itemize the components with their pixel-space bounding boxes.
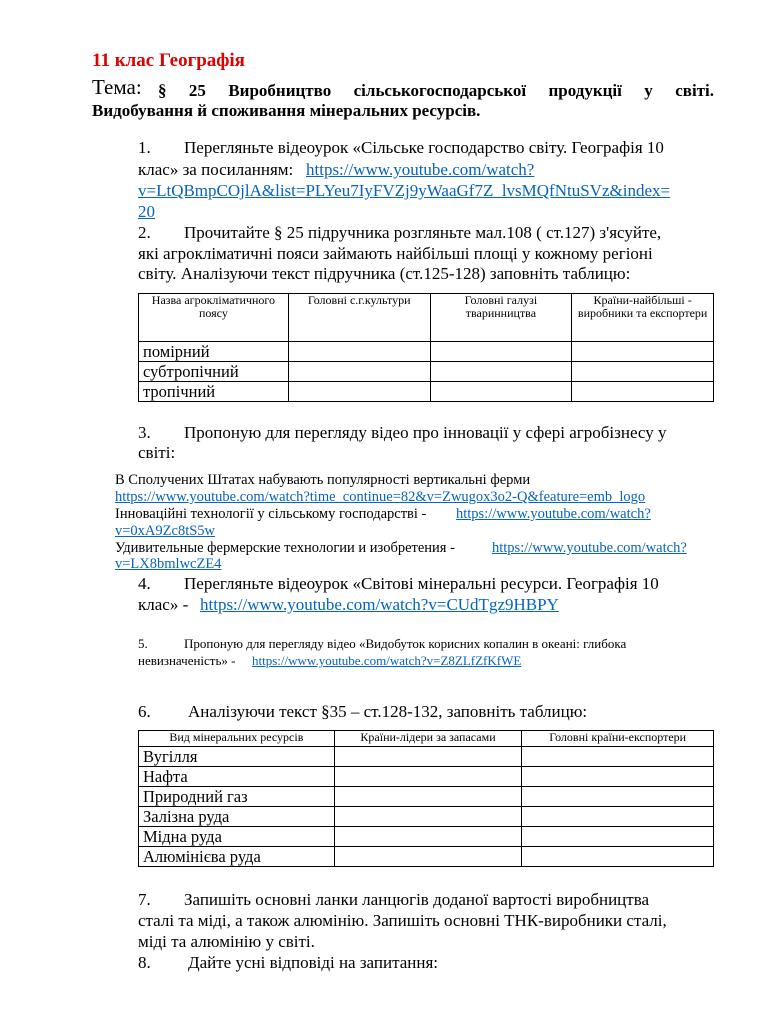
table1-empty-cell[interactable]: [430, 342, 572, 362]
table2-row-label: Мідна руда: [139, 827, 335, 847]
item-7-line2: сталі та міді, а також алюмінію. Запишіть основні ТНК-виробники сталі,: [138, 911, 667, 930]
item-5-line1: Пропоную для перегляду відео «Видобуток корисних копалин в океані: глибока: [184, 636, 627, 651]
table2-empty-cell[interactable]: [522, 847, 714, 867]
table-row: [139, 747, 714, 767]
table-row: [139, 787, 714, 807]
table2-empty-cell[interactable]: [522, 827, 714, 847]
video-1-title: В Сполучених Штатах набувають популярності вертикальні ферми: [115, 472, 531, 488]
table2-row-label: Природний газ: [139, 787, 335, 807]
item-7-line3: міді та алюмінію у світі.: [138, 932, 315, 951]
topic-line-1: § 25 Виробництво сільськогосподарської продукції у світі.: [158, 81, 714, 100]
table1-empty-cell[interactable]: [430, 382, 572, 402]
table-row: [139, 342, 714, 362]
table2-empty-cell[interactable]: [334, 807, 522, 827]
item-4-number: 4.: [138, 574, 151, 593]
item-3-line1: Пропоную для перегляду відео про інновації у сфері агробізнесу у: [184, 423, 667, 442]
video-2-link-line2[interactable]: v=0xA9Zc8tS5w: [115, 523, 216, 539]
topic-prefix: Тема:: [92, 75, 142, 99]
table2-header-exporters: Головні країни-експортери: [522, 731, 714, 747]
table2-row-label: Залізна руда: [139, 807, 335, 827]
table-row: [139, 362, 714, 382]
item-2-number: 2.: [138, 223, 151, 242]
item-2-line3: світу. Аналізуючи текст підручника (ст.125-128) заповніть таблицю:: [138, 264, 631, 283]
table1-empty-cell[interactable]: [572, 382, 714, 402]
table-row: [139, 847, 714, 867]
item-6-number: 6.: [138, 702, 151, 721]
table1-row-label: помірний: [139, 342, 289, 362]
topic-line-2: Видобування й споживання мінеральних ресурсів.: [92, 101, 481, 120]
item-5-link[interactable]: https://www.youtube.com/watch?v=Z8ZLfZfKfWE: [252, 653, 522, 668]
table2-empty-cell[interactable]: [522, 767, 714, 787]
item-1-link-line1[interactable]: https://www.youtube.com/watch?: [306, 160, 535, 179]
table-row: [139, 767, 714, 787]
video-3-link-line1[interactable]: https://www.youtube.com/watch?: [492, 540, 687, 556]
item-2-line1: Прочитайте § 25 підручника розгляньте мал.108 ( ст.127) з'ясуйте,: [184, 223, 662, 242]
table1-header-countries: Країни-найбільші - виробники та експортери: [572, 294, 714, 342]
item-3-number: 3.: [138, 423, 151, 442]
class-title: 11 клас Географія: [92, 50, 245, 71]
item-5-number: 5.: [138, 636, 148, 651]
agro-belts-table: [138, 293, 714, 402]
item-1-number: 1.: [138, 138, 151, 157]
item-8-text: Дайте усні відповіді на запитання:: [188, 953, 438, 972]
item-1-text-line1: Перегляньте відеоурок «Сільське господарство світу. Географія 10: [184, 138, 664, 157]
item-6-text: Аналізуючи текст §35 – ст.128-132, заповніть таблицю:: [188, 702, 588, 721]
table-row: [139, 807, 714, 827]
item-5-line2: невизначеність» -: [138, 653, 236, 668]
table-row: [139, 382, 714, 402]
item-2-line2: які агрокліматичні пояси займають найбільші площі у кожному регіоні: [138, 244, 653, 263]
table2-empty-cell[interactable]: [334, 827, 522, 847]
table2-row-label: Нафта: [139, 767, 335, 787]
table1-empty-cell[interactable]: [288, 362, 430, 382]
table1-empty-cell[interactable]: [288, 342, 430, 362]
table1-header-crops: Головні с.г.культури: [288, 294, 430, 342]
video-3-link-line2[interactable]: v=LX8bmlwcZE4: [115, 556, 222, 572]
table2-empty-cell[interactable]: [334, 747, 522, 767]
item-1-link-line3[interactable]: 20: [138, 202, 155, 221]
table2-row-label: Вугілля: [139, 747, 335, 767]
table1-empty-cell[interactable]: [572, 362, 714, 382]
item-1-link-line2[interactable]: v=LtQBmpCOjlA&list=PLYeu7IyFVZj9yWaaGf7Z_lvsMQfNtuSVz&index=: [138, 181, 671, 200]
table2-empty-cell[interactable]: [334, 787, 522, 807]
item-4-line1: Перегляньте відеоурок «Світові мінеральні ресурси. Географія 10: [184, 574, 659, 593]
table2-header-reserves: Країни-лідери за запасами: [334, 731, 522, 747]
table-row: [139, 827, 714, 847]
table1-empty-cell[interactable]: [572, 342, 714, 362]
table1-header-belt: Назва агрокліматичного поясу: [139, 294, 289, 342]
item-7-number: 7.: [138, 890, 151, 909]
video-2-link-line1[interactable]: https://www.youtube.com/watch?: [456, 506, 651, 522]
table1-header-livestock: Головні галузі тваринництва: [430, 294, 572, 342]
table2-header-type: Вид мінеральних ресурсів: [139, 731, 335, 747]
item-4-line2: клас» -: [138, 595, 189, 614]
table1-row-label: тропічний: [139, 382, 289, 402]
table1-row-label: субтропічний: [139, 362, 289, 382]
table2-empty-cell[interactable]: [522, 787, 714, 807]
video-2-title: Інноваційні технології у сільському господарстві -: [115, 506, 427, 522]
mineral-resources-table: [138, 730, 714, 867]
table2-row-label: Алюмінієва руда: [139, 847, 335, 867]
table2-empty-cell[interactable]: [522, 807, 714, 827]
table2-empty-cell[interactable]: [334, 767, 522, 787]
item-7-line1: Запишіть основні ланки ланцюгів доданої вартості виробництва: [184, 890, 650, 909]
table1-empty-cell[interactable]: [288, 382, 430, 402]
table1-empty-cell[interactable]: [430, 362, 572, 382]
item-1-text-line2: клас» за посиланням:: [138, 160, 294, 179]
video-1-link[interactable]: https://www.youtube.com/watch?time_continue=82&v=Zwugox3o2-Q&feature=emb_logo: [115, 489, 646, 505]
table2-empty-cell[interactable]: [334, 847, 522, 867]
item-4-link[interactable]: https://www.youtube.com/watch?v=CUdTgz9HBPY: [200, 595, 559, 614]
table2-empty-cell[interactable]: [522, 747, 714, 767]
video-3-title: Удивительные фермерские технологии и изобретения -: [115, 540, 455, 556]
item-8-number: 8.: [138, 953, 151, 972]
item-3-line2: світі:: [138, 443, 176, 462]
